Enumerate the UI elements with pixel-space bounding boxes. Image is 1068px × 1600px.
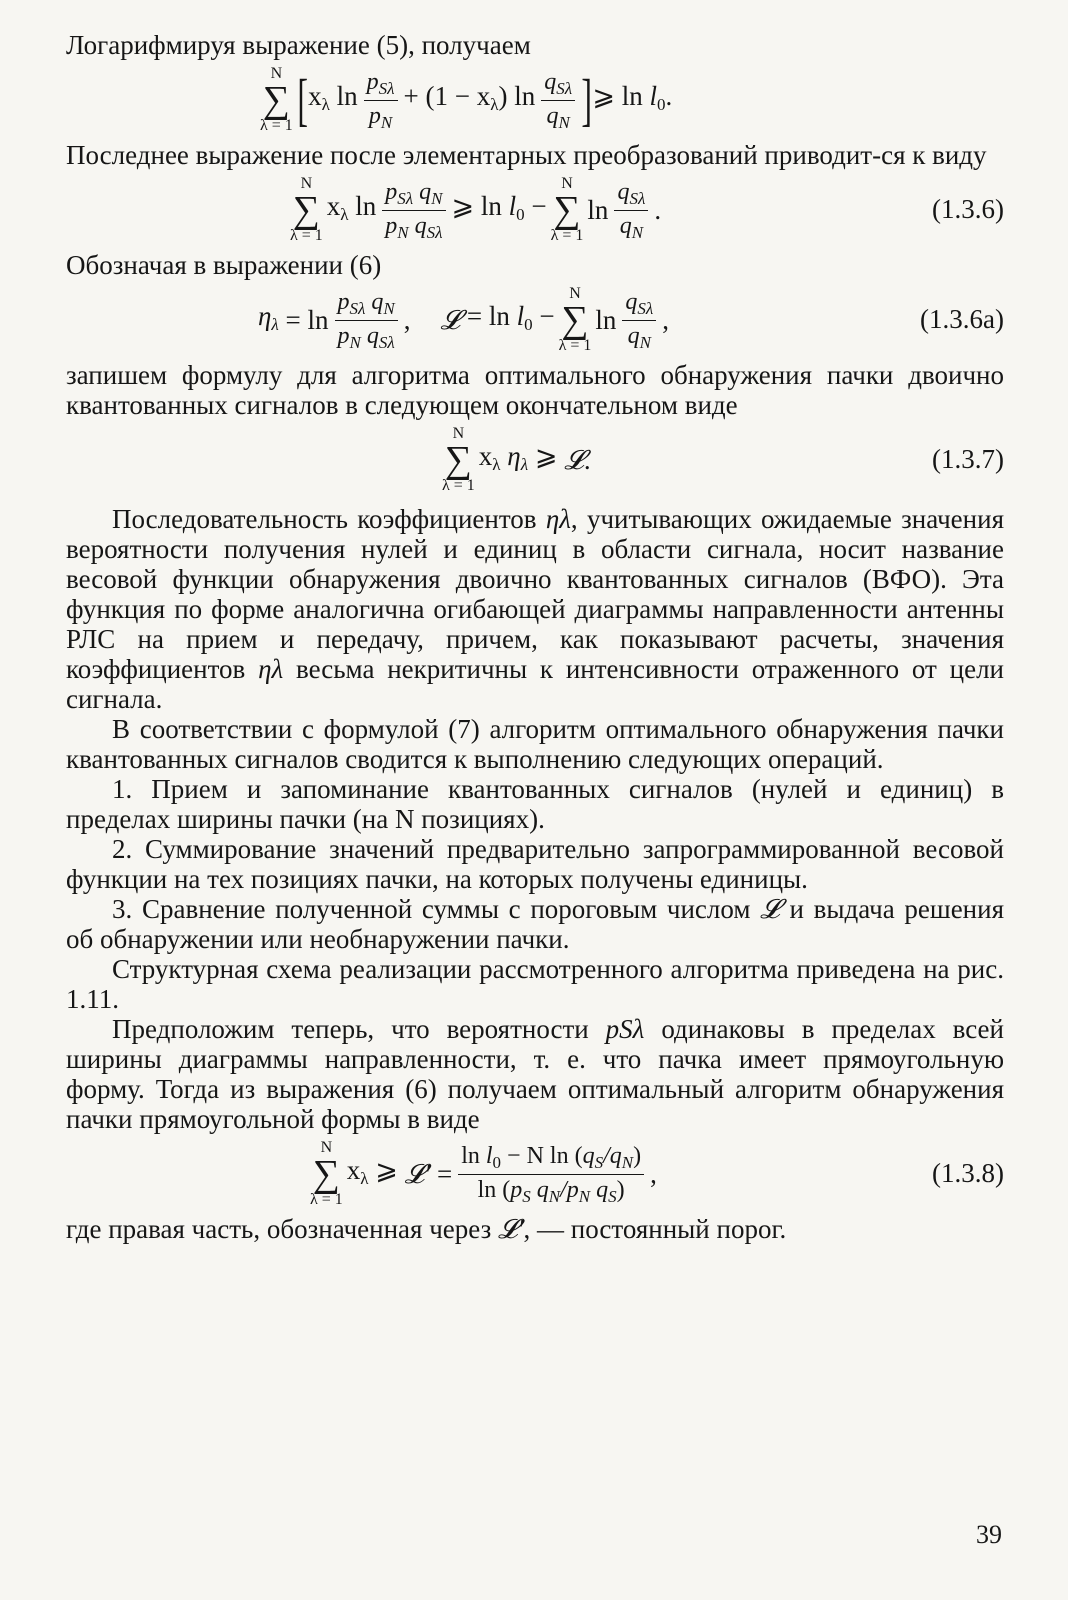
equation-body: N ∑ λ = 1 $x_\lambda$ ⩾ 𝓛′ = $\frac{\ln l_0 - N \ln (q_S/q_N)}{\ln (p_S q_N/p_N q_S)}$ , <box>310 1139 657 1208</box>
equation-body: N ∑ λ = 1 $x_\lambda$ $\eta_\lambda$ ⩾ 𝓛 . <box>442 425 591 494</box>
paragraph: Предположим теперь, что вероятности pSλ одинаковы в пределах всей ширины диаграммы направленности, т. е. что пачка имеет прямоугольную форму. Тогда из выражения (6) получаем оптимальный алгоритм обнаружения пачки прямоугольной формы в виде <box>66 1014 1004 1134</box>
equation-number: (1.3.7) <box>932 444 1004 474</box>
list-item: 3. Сравнение полученной суммы с пороговым числом 𝓛 и выдача решения об обнаружении или необнаружении пачки. <box>66 894 1004 954</box>
paragraph: запишем формулу для алгоритма оптимального обнаружения пачки двоично квантованных сигналов в следующем окончательном виде <box>66 360 1004 420</box>
equation-body: N ∑ λ = 1 [ $x_\lambda$ ln $\frac{p_{S\lambda}}{p_N}$ + $(1 - x_\lambda)$ ln $\frac{q_{S\lambda}}{q_N}$ ] ⩾ $\ln l_0$. <box>260 65 673 134</box>
paragraph: Обозначая в выражении (6) <box>66 250 382 280</box>
equation-1-3-6 <box>66 170 1004 250</box>
equation-1-3-6a <box>66 280 1004 360</box>
equation-body: $\eta_\lambda$ = ln $\frac{p_{S\lambda} q_N}{p_N q_{S\lambda}}$ , 𝓛 = $\ln l_0$ − N ∑ λ = 1 ln $\frac{q_{S\lambda}}{q_N}$ , <box>258 285 670 354</box>
paragraph: В соответствии с формулой (7) алгоритм оптимального обнаружения пачки квантованных сигналов сводится к выполнению следующих операций. <box>66 714 1004 774</box>
paragraph: Последовательность коэффициентов ηλ, учитывающих ожидаемые значения вероятности получения нулей и единиц в области сигнала, носит название весовой функции обнаружения двоично квантованных сигналов (ВФО). Эта функция по форме аналогична огибающей диаграммы направленности антенны РЛС на прием и передачу, причем, как показывают расчеты, значения коэффициентов ηλ весьма некритичны к интенсивности отраженного от цели сигнала. <box>66 504 1004 714</box>
equation-1-3-8 <box>66 1134 1004 1214</box>
page-number: 39 <box>976 1520 1002 1549</box>
equation-5 <box>66 60 1004 140</box>
equation-body: N ∑ λ = 1 $x_\lambda$ ln $\frac{p_{S\lambda} q_N}{p_N q_{S\lambda}}$ ⩾ $\ln l_0$ − N ∑ λ = 1 ln $\frac{q_{S\lambda}}{q_N}$ . <box>290 175 662 244</box>
equation-number: (1.3.6a) <box>920 304 1004 334</box>
list-item: 1. Прием и запоминание квантованных сигналов (нулей и единиц) в пределах ширины пачки (на N позициях). <box>66 774 1004 834</box>
paragraph: Последнее выражение после элементарных преобразований приводит-ся к виду <box>66 140 987 170</box>
paragraph: Структурная схема реализации рассмотренного алгоритма приведена на рис. 1.11. <box>66 954 1004 1014</box>
paragraph: Логарифмируя выражение (5), получаем <box>66 30 531 60</box>
page-body <box>66 30 1004 1244</box>
equation-number: (1.3.8) <box>932 1158 1004 1188</box>
equation-number: (1.3.6) <box>932 194 1004 224</box>
list-item: 2. Суммирование значений предварительно запрограммированной весовой функции на тех позициях пачки, на которых получены единицы. <box>66 834 1004 894</box>
sum-symbol: N ∑ λ = 1 <box>260 65 293 134</box>
paragraph: где правая часть, обозначенная через 𝓛′, — постоянный порог. <box>66 1214 787 1244</box>
equation-1-3-7 <box>66 420 1004 500</box>
